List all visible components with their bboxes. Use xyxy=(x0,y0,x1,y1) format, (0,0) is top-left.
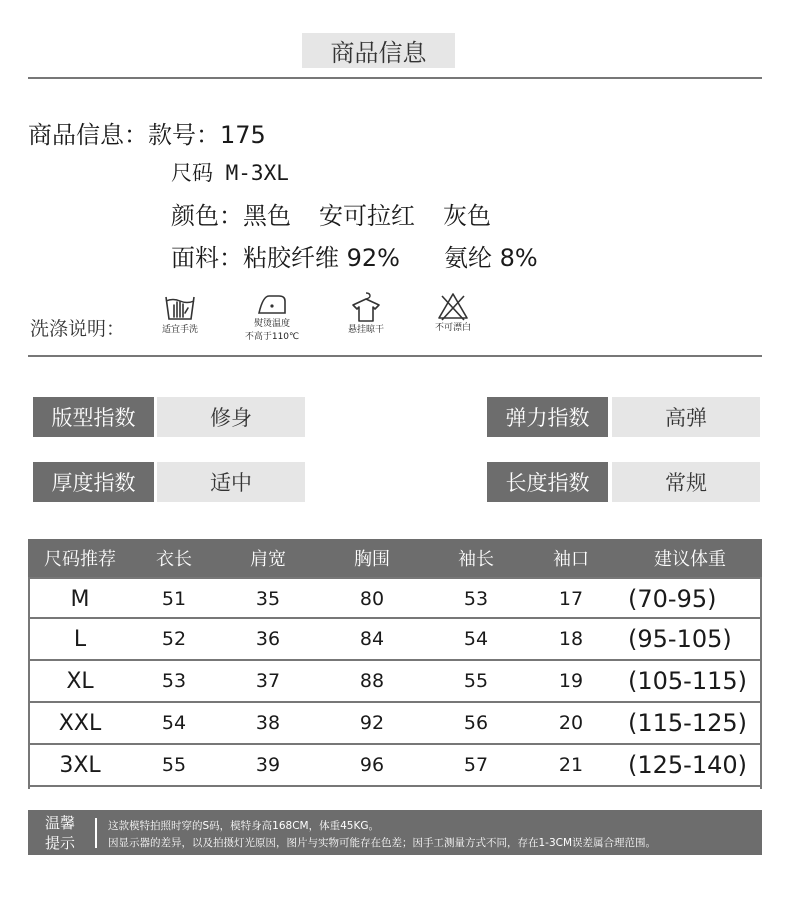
elasticity-index-value: 高弹 xyxy=(612,397,760,437)
style-number: 商品信息：款号：175 xyxy=(28,121,266,149)
color-red: 安可拉红 xyxy=(319,202,415,230)
fit-index-value: 修身 xyxy=(157,397,305,437)
elasticity-index-label: 弹力指数 xyxy=(487,397,608,437)
hand-wash-icon xyxy=(163,291,197,323)
cell-length: 55 xyxy=(161,754,187,776)
cell-length: 52 xyxy=(161,628,187,650)
tip-heading xyxy=(38,813,82,853)
cell-size: M xyxy=(70,586,90,612)
cell-chest: 84 xyxy=(359,628,385,650)
fabric-label: 面料： xyxy=(171,244,243,272)
table-row xyxy=(28,577,762,619)
colors-line xyxy=(171,196,491,231)
cell-cuff: 20 xyxy=(558,712,584,734)
table-row xyxy=(28,703,762,745)
cell-chest: 88 xyxy=(359,670,385,692)
cell-length: 53 xyxy=(161,670,187,692)
wash-item-hand xyxy=(145,291,215,336)
col-header-sleeve: 袖长 xyxy=(458,549,494,570)
cell-sleeve: 54 xyxy=(463,628,489,650)
cell-sleeve: 56 xyxy=(463,712,489,734)
cell-shoulder: 39 xyxy=(255,754,281,776)
col-header-size: 尺码推荐 xyxy=(44,549,116,570)
no-bleach-icon xyxy=(436,291,470,321)
cell-chest: 96 xyxy=(359,754,385,776)
col-header-chest: 胸围 xyxy=(354,549,390,570)
fit-index-label: 版型指数 xyxy=(33,397,154,437)
cell-size: XL xyxy=(66,668,94,694)
cell-weight: (125-140) xyxy=(628,751,748,779)
cell-cuff: 18 xyxy=(558,628,584,650)
fabric-viscose: 粘胶纤维 92% xyxy=(243,244,400,272)
cell-cuff: 19 xyxy=(558,670,584,692)
divider xyxy=(28,355,762,357)
tip-separator xyxy=(95,818,97,848)
tip-heading-1: 温馨 xyxy=(44,814,75,832)
wash-item-hang xyxy=(331,291,401,336)
fabric-spandex: 氨纶 8% xyxy=(443,244,538,272)
wash-item-iron xyxy=(237,291,307,343)
tip-model-note: 这款模特拍照时穿的S码，模特身高168CM，体重45KG。 xyxy=(108,820,379,832)
size-range: 尺码 M-3XL xyxy=(171,161,289,185)
cell-weight: (115-125) xyxy=(628,709,748,737)
iron-icon xyxy=(255,291,289,317)
cell-weight: (105-115) xyxy=(628,667,748,695)
colors-label: 颜色： xyxy=(171,202,243,230)
col-header-shoulder: 肩宽 xyxy=(250,549,286,570)
wash-caption: 适宜手洗 xyxy=(161,325,198,335)
cell-cuff: 17 xyxy=(558,588,584,610)
color-gray: 灰色 xyxy=(443,202,491,230)
cell-shoulder: 37 xyxy=(255,670,281,692)
fabric-line xyxy=(171,238,538,273)
cell-shoulder: 36 xyxy=(255,628,281,650)
table-row xyxy=(28,745,762,787)
cell-sleeve: 55 xyxy=(463,670,489,692)
cell-size: XXL xyxy=(58,710,102,736)
size-table xyxy=(28,539,762,787)
wash-caption: 不可漂白 xyxy=(434,323,471,333)
cell-chest: 92 xyxy=(359,712,385,734)
cell-shoulder: 35 xyxy=(255,588,281,610)
length-index-value: 常规 xyxy=(612,462,760,502)
thickness-index-label: 厚度指数 xyxy=(33,462,154,502)
divider xyxy=(28,77,762,79)
hang-dry-icon xyxy=(349,291,383,323)
wash-caption-2: 不高于110℃ xyxy=(244,332,300,342)
section-title: 商品信息 xyxy=(302,33,455,68)
col-header-length: 衣长 xyxy=(156,549,192,570)
wash-caption: 熨烫温度 xyxy=(253,319,290,329)
color-black: 黑色 xyxy=(243,202,291,230)
cell-sleeve: 57 xyxy=(463,754,489,776)
table-row xyxy=(28,661,762,703)
cell-weight: (95-105) xyxy=(628,625,732,653)
cell-size: 3XL xyxy=(59,752,101,778)
thickness-index-value: 适中 xyxy=(157,462,305,502)
table-border-right xyxy=(760,577,762,789)
table-border-left xyxy=(28,577,30,789)
wash-item-bleach xyxy=(418,291,488,334)
cell-length: 54 xyxy=(161,712,187,734)
wash-caption: 悬挂晾干 xyxy=(347,325,384,335)
cell-size: L xyxy=(73,626,87,652)
cell-shoulder: 38 xyxy=(255,712,281,734)
col-header-cuff: 袖口 xyxy=(553,549,589,570)
cell-length: 51 xyxy=(161,588,187,610)
cell-cuff: 21 xyxy=(558,754,584,776)
wash-label: 洗涤说明： xyxy=(30,318,126,340)
length-index-label: 长度指数 xyxy=(487,462,608,502)
tip-banner xyxy=(28,810,762,855)
table-row xyxy=(28,619,762,661)
cell-chest: 80 xyxy=(359,588,385,610)
cell-weight: (70-95) xyxy=(628,585,717,613)
tip-color-note: 因显示器的差异，以及拍摄灯光原因，图片与实物可能存在色差；因手工测量方式不同，存在1-3CM误差属合理范围。 xyxy=(108,837,657,849)
size-table-header xyxy=(28,539,762,577)
col-header-weight: 建议体重 xyxy=(654,549,726,570)
tip-heading-2: 提示 xyxy=(44,834,75,852)
cell-sleeve: 53 xyxy=(463,588,489,610)
